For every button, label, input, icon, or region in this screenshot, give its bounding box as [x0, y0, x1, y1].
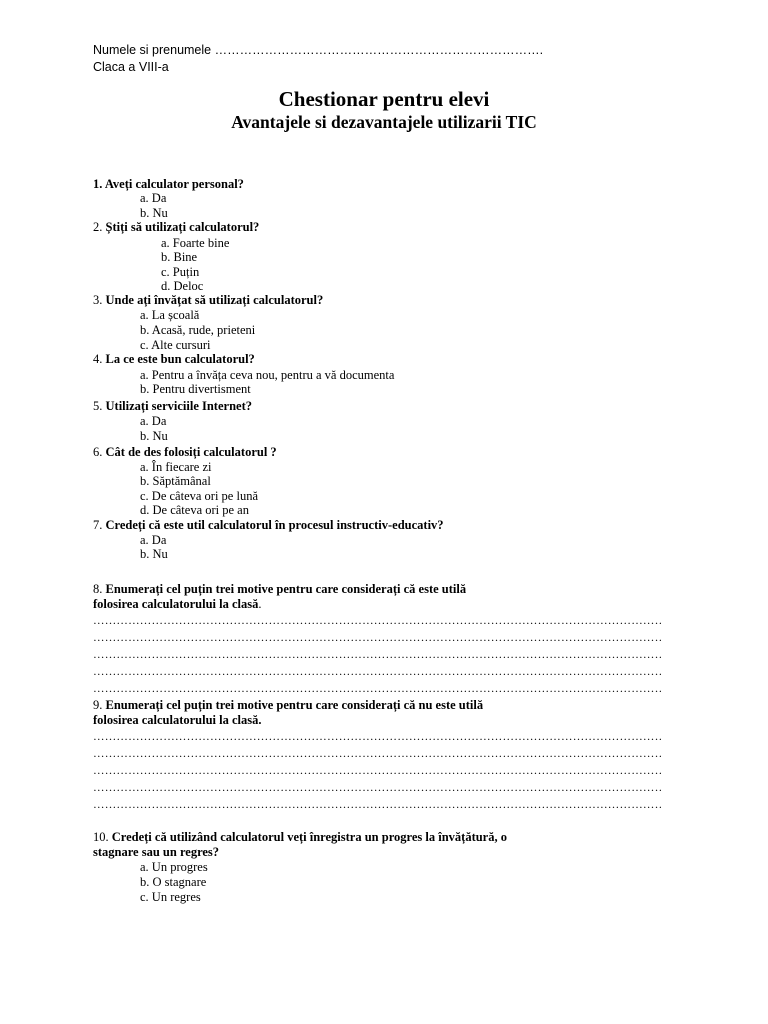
question-text-line-1: Enumerați cel puțin trei motive pentru care considerați că este utilă	[105, 582, 467, 596]
option: b. Nu	[140, 429, 168, 443]
question-number: 5.	[93, 399, 106, 413]
question-10-continued	[93, 845, 219, 859]
answer-line[interactable]	[93, 682, 661, 696]
question-text-line-1: Credeți că utilizând calculatorul veți înregistra un progres la învățătură, o	[111, 830, 507, 844]
question-text: Aveți calculator personal?	[104, 177, 244, 191]
class-line: Claca a VIII-a	[93, 60, 169, 74]
question-2	[93, 220, 259, 234]
question-number: 7.	[93, 518, 106, 532]
question-9	[93, 698, 483, 712]
option: a. În fiecare zi	[140, 460, 212, 474]
question-number: 4.	[93, 352, 106, 366]
question-number: 8.	[93, 582, 106, 596]
option: a. Da	[140, 533, 167, 547]
question-number: 2.	[93, 220, 106, 234]
question-period: .	[258, 597, 262, 611]
option: c. Alte cursuri	[140, 338, 211, 352]
question-5	[93, 399, 252, 413]
option: c. De câteva ori pe lună	[140, 489, 258, 503]
question-1	[93, 177, 244, 191]
option: b. Acasă, rude, prieteni	[140, 323, 256, 337]
answer-line[interactable]	[93, 665, 661, 679]
question-text: Cât de des folosiți calculatorul ?	[105, 445, 277, 459]
option: b. Nu	[140, 206, 168, 220]
answer-line[interactable]	[93, 631, 661, 645]
option: a. Pentru a învăța ceva nou, pentru a vă documenta	[140, 368, 395, 382]
option: a. Da	[140, 191, 167, 205]
option: c. Puțin	[161, 265, 200, 279]
question-text: Utilizați serviciile Internet?	[105, 399, 252, 413]
question-text-line-1: Enumerați cel puțin trei motive pentru care considerați că nu este utilă	[105, 698, 484, 712]
question-text-line-2: folosirea calculatorului la clasă	[93, 597, 259, 611]
option: b. Bine	[161, 250, 198, 264]
option: d. De câteva ori pe an	[140, 503, 249, 517]
question-number: 9.	[93, 698, 106, 712]
option: b. Nu	[140, 547, 168, 561]
answer-line[interactable]	[93, 747, 661, 761]
question-text: La ce este bun calculatorul?	[105, 352, 255, 366]
answer-line[interactable]	[93, 730, 661, 744]
option: c. Un regres	[140, 890, 201, 904]
question-number: 3.	[93, 293, 106, 307]
question-number: 6.	[93, 445, 106, 459]
page-title: Chestionar pentru elevi	[278, 87, 490, 111]
name-field-line: Numele si prenumele …………………………………………………………………….	[93, 43, 544, 57]
question-7	[93, 518, 444, 532]
question-number: 10.	[93, 830, 112, 844]
option: a. Foarte bine	[161, 236, 230, 250]
question-text-line-2: folosirea calculatorului la clasă.	[93, 713, 262, 727]
question-text: Unde ați învățat să utilizați calculatorul?	[105, 293, 324, 307]
question-3	[93, 293, 323, 307]
question-text-line-2: stagnare sau un regres?	[93, 845, 220, 859]
option: b. Pentru divertisment	[140, 382, 251, 396]
option: a. Da	[140, 414, 167, 428]
question-8	[93, 582, 466, 596]
question-number: 1.	[93, 177, 105, 191]
question-8-continued	[93, 597, 262, 611]
answer-line[interactable]	[93, 764, 661, 778]
option: d. Deloc	[161, 279, 204, 293]
answer-line[interactable]	[93, 614, 661, 628]
option: b. Săptămânal	[140, 474, 211, 488]
option: b. O stagnare	[140, 875, 207, 889]
question-6	[93, 445, 277, 459]
answer-line[interactable]	[93, 648, 661, 662]
option: a. Un progres	[140, 860, 208, 874]
option: a. La școală	[140, 308, 200, 322]
question-text: Știți să utilizați calculatorul?	[105, 220, 260, 234]
answer-line[interactable]	[93, 781, 661, 795]
question-4	[93, 352, 255, 366]
question-10	[93, 830, 507, 844]
question-9-continued	[93, 713, 262, 727]
answer-line[interactable]	[93, 798, 661, 812]
question-text: Credeți că este util calculatorul în procesul instructiv-educativ?	[105, 518, 444, 532]
page-subtitle: Avantajele si dezavantajele utilizarii TIC	[231, 112, 537, 132]
